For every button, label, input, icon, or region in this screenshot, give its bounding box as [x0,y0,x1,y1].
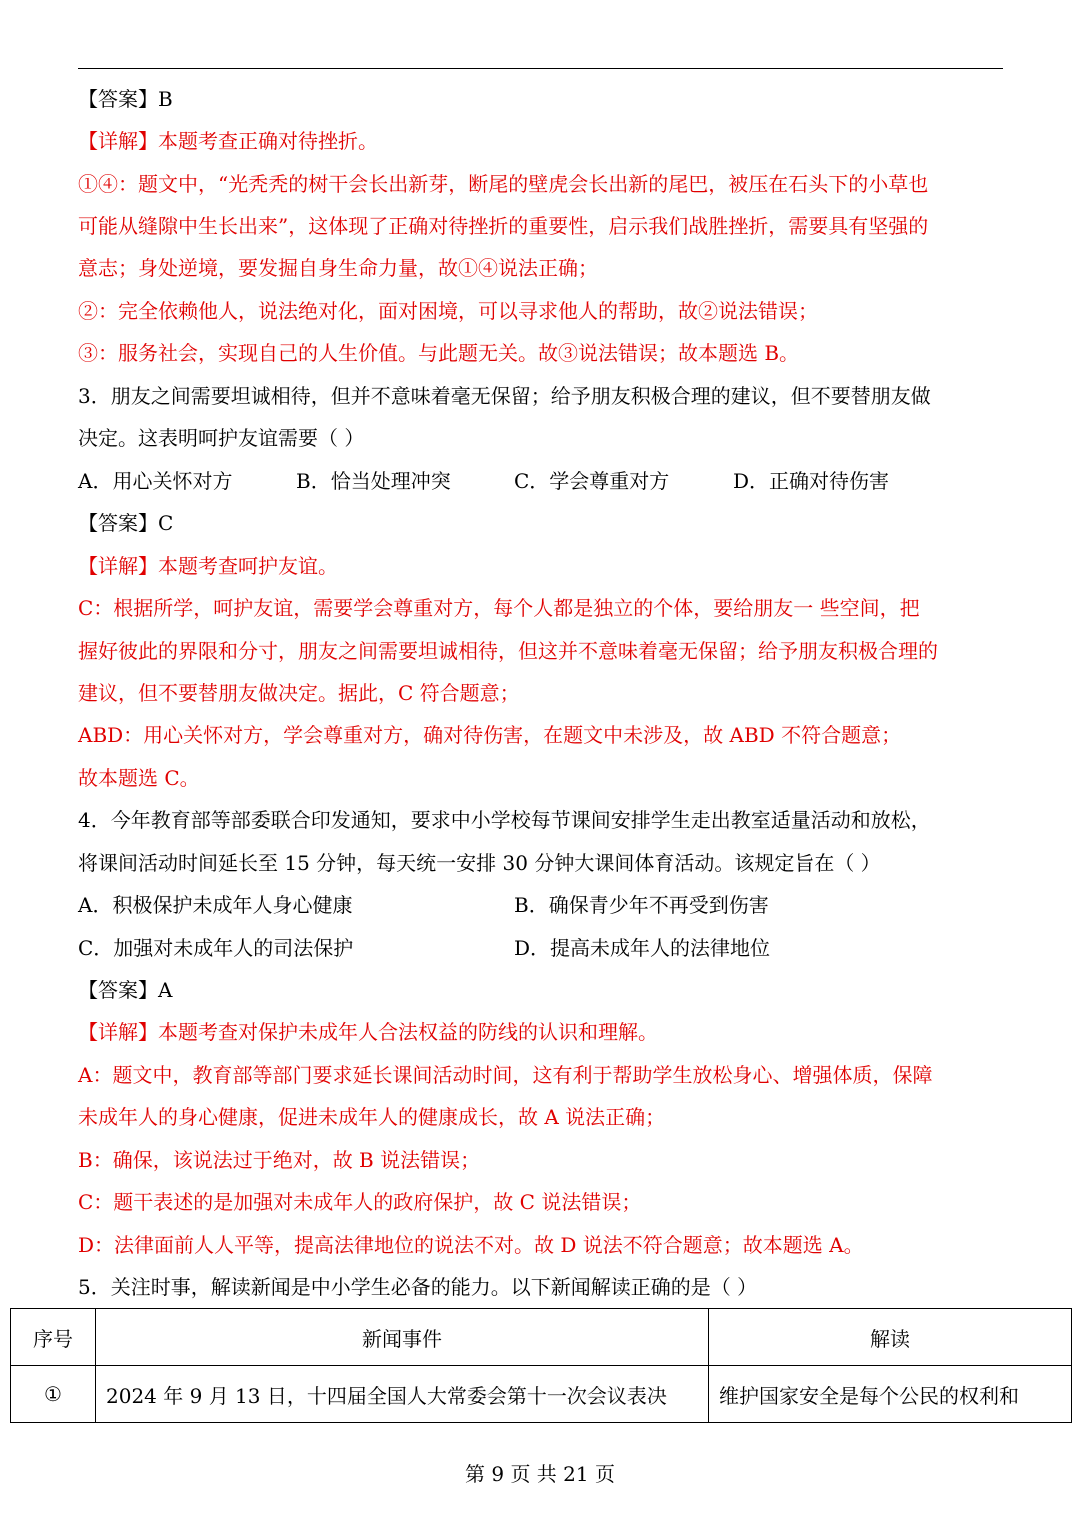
answer-line: 【答案】C [78,511,174,535]
q4-option-a: A．积极保护未成年人身心健康 [78,893,353,917]
table-header-row [11,1309,1072,1366]
explanation-line: ABD：用心关怀对方，学会尊重对方，确对待伤害，在题文中未涉及，故 ABD 不符合题意； [78,723,902,747]
question-3-line: 3．朋友之间需要坦诚相待，但并不意味着毫无保留；给予朋友积极合理的建议，但不要替朋友做 [78,384,931,408]
explanation-line: C：题干表述的是加强对未成年人的政府保护，故 C 说法错误； [78,1190,642,1214]
q3-option-c: C．学会尊重对方 [514,469,670,493]
q4-option-d: D．提高未成年人的法律地位 [514,936,771,960]
question-3-line: 决定。这表明呵护友谊需要（ ） [78,426,365,450]
table-header-cell: 新闻事件 [96,1309,709,1366]
header-rule [78,68,1003,69]
table-cell: ① [11,1366,96,1423]
news-table [10,1308,1072,1423]
q4-option-b: B．确保青少年不再受到伤害 [514,893,769,917]
explanation-line: A：题文中，教育部等部门要求延长课间活动时间，这有利于帮助学生放松身心、增强体质，保障 [78,1063,933,1087]
explanation-line: 可能从缝隙中生长出来”，这体现了正确对待挫折的重要性，启示我们战胜挫折，需要具有坚强的 [78,214,929,238]
question-5-line: 5．关注时事，解读新闻是中小学生必备的能力。以下新闻解读正确的是（ ） [78,1275,758,1299]
answer-line: 【答案】A [78,978,173,1002]
explanation-line: B：确保，该说法过于绝对，故 B 说法错误； [78,1148,481,1172]
explanation-line: 【详解】本题考查对保护未成年人合法权益的防线的认识和理解。 [78,1020,658,1044]
explanation-line: C：根据所学，呵护友谊，需要学会尊重对方，每个人都是独立的个体，要给朋友一 些空间，把 [78,596,920,620]
q3-option-b: B．恰当处理冲突 [296,469,451,493]
explanation-line: 建议，但不要替朋友做决定。据此，C 符合题意； [78,681,520,705]
explanation-line: 意志；身处逆境，要发掘自身生命力量，故①④说法正确； [78,256,598,280]
explanation-line: D：法律面前人人平等，提高法律地位的说法不对。故 D 说法不符合题意；故本题选 A。 [78,1233,864,1257]
question-4-line: 将课间活动时间延长至 15 分钟，每天统一安排 30 分钟大课间体育活动。该规定旨在（ ） [78,851,881,875]
explanation-line: ②：完全依赖他人，说法绝对化，面对困境，可以寻求他人的帮助，故②说法错误； [78,299,818,323]
question-4-line: 4．今年教育部等部委联合印发通知，要求中小学校每节课间安排学生走出教室适量活动和放松， [78,808,931,832]
table-row [11,1366,1072,1423]
answer-line: 【答案】B [78,87,173,111]
explanation-line: ①④：题文中，“光秃秃的树干会长出新芽，断尾的壁虎会长出新的尾巴，被压在石头下的小草也 [78,172,929,196]
q4-option-c: C．加强对未成年人的司法保护 [78,936,354,960]
explanation-line: 未成年人的身心健康，促进未成年人的健康成长，故 A 说法正确； [78,1105,666,1129]
page-footer: 第 9 页 共 21 页 [465,1462,615,1486]
explanation-line: 【详解】本题考查呵护友谊。 [78,554,338,578]
explanation-line: 【详解】本题考查正确对待挫折。 [78,129,378,153]
table-cell: 2024 年 9 月 13 日，十四届全国人大常委会第十一次会议表决 [96,1366,709,1423]
table-cell: 维护国家安全是每个公民的权利和 [709,1366,1072,1423]
explanation-line: ③：服务社会，实现自己的人生价值。与此题无关。故③说法错误；故本题选 B。 [78,341,800,365]
explanation-line: 握好彼此的界限和分寸，朋友之间需要坦诚相待，但这并不意味着毫无保留；给予朋友积极合理的 [78,639,938,663]
explanation-line: 故本题选 C。 [78,766,200,790]
q3-option-a: A．用心关怀对方 [78,469,233,493]
table-header-cell: 解读 [709,1309,1072,1366]
table-header-cell: 序号 [11,1309,96,1366]
q3-option-d: D．正确对待伤害 [733,469,890,493]
